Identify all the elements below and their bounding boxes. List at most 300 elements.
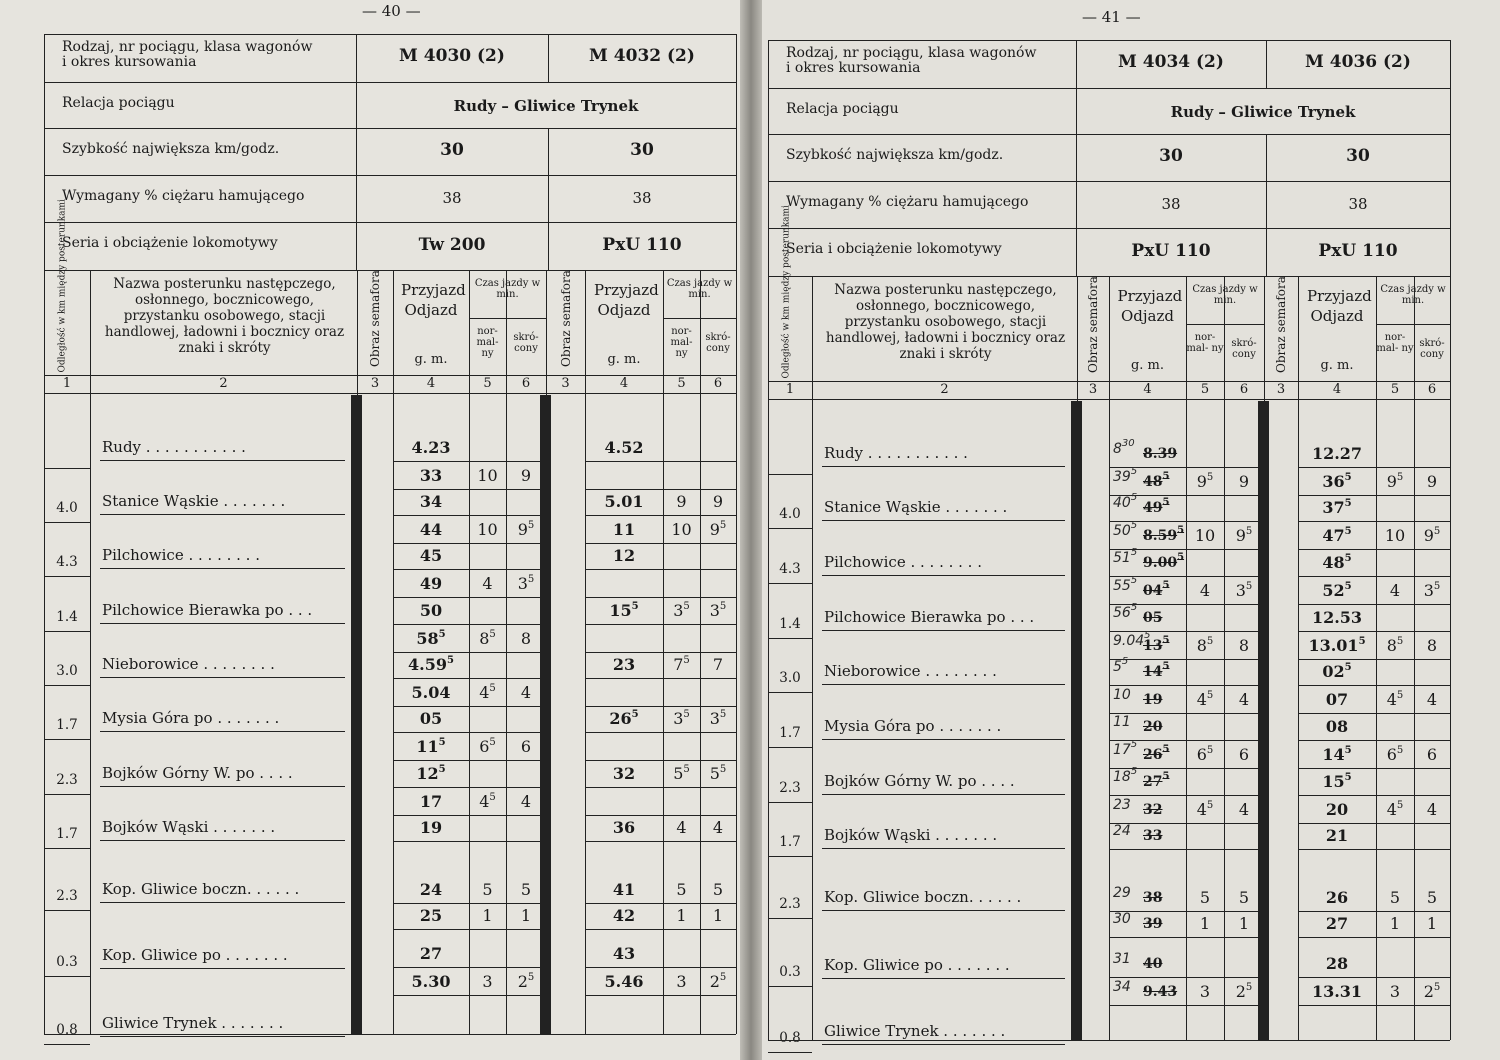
time-rule xyxy=(1109,795,1264,796)
printed-time-struck: $13^5$ xyxy=(1143,635,1170,654)
station-name: Kop. Gliwice boczn. . . . . . xyxy=(102,880,300,898)
col-divider xyxy=(585,270,586,393)
runtime-short: $3^5$ xyxy=(709,601,727,620)
runtime-normal: 10 xyxy=(477,520,498,539)
time-rule xyxy=(393,967,546,968)
time-rule xyxy=(393,515,546,516)
column-number: 5 xyxy=(1390,382,1400,397)
station-underline xyxy=(822,575,1065,576)
distance-rule xyxy=(44,976,90,977)
handwritten-correction: 10 xyxy=(1113,687,1131,703)
handwritten-correction: $39^5$ xyxy=(1113,466,1138,485)
short-header: skró- cony xyxy=(705,332,731,354)
station-underline xyxy=(100,786,345,787)
station-underline xyxy=(100,677,345,678)
departure-time: $58^5$ xyxy=(416,629,446,648)
departure-time: 17 xyxy=(419,792,443,811)
runtime-header: Czas jazdy w min. xyxy=(666,278,733,300)
runtime-normal: 5 xyxy=(1199,888,1211,907)
station-underline xyxy=(100,968,345,969)
runtime-normal: $8^5$ xyxy=(479,629,496,648)
printed-time-struck: 9.00$^5$ xyxy=(1143,552,1185,571)
handwritten-correction: $18^5$ xyxy=(1113,766,1138,785)
col-number-rule xyxy=(44,393,736,394)
departure-time: 4.59$^5$ xyxy=(408,655,454,674)
station-header: Nazwa posterunku następczego, osłonnego, bocznicowego, przystanku osobowego, stacji handlowej, ładowni i bocznicy oraz znaki i skróty xyxy=(825,282,1066,362)
station-name: Kop. Gliwice boczn. . . . . . xyxy=(824,888,1022,906)
runtime-short: 1 xyxy=(520,906,532,925)
station-name: Bojków Wąski . . . . . . . xyxy=(824,826,998,844)
handwritten-correction: $8^{30}$ xyxy=(1113,438,1135,457)
runtime-normal: 1 xyxy=(1199,914,1211,933)
station-name: Rudy . . . . . . . . . . . xyxy=(824,444,968,462)
runtime-short: 1 xyxy=(1238,914,1250,933)
departure-time: 19 xyxy=(419,818,443,837)
header-rule xyxy=(768,134,1450,135)
runtime-normal: $8^5$ xyxy=(1386,636,1404,655)
runtime-normal: 3 xyxy=(1199,982,1211,1001)
runtime-short: 5 xyxy=(1238,888,1250,907)
semaphore-bar xyxy=(540,395,551,1034)
header-rule xyxy=(768,181,1450,182)
departure-time: 27 xyxy=(419,944,443,963)
relation-value: Rudy – Gliwice Trynek xyxy=(453,97,639,115)
column-number: 6 xyxy=(713,376,723,391)
runtime-short: $5^5$ xyxy=(709,764,727,783)
runtime-short: 9 xyxy=(1238,472,1250,491)
time-rule xyxy=(585,967,736,968)
distance-header: Odległość w km między posterunkami xyxy=(57,199,68,373)
time-rule xyxy=(1298,1005,1450,1006)
time-rule xyxy=(1109,849,1264,850)
short-header: skró- cony xyxy=(1231,338,1257,360)
runtime-short: 5 xyxy=(712,880,724,899)
departure-time: 07 xyxy=(1325,690,1349,709)
semaphore-header: Obraz semafora xyxy=(558,270,573,367)
time-rule xyxy=(1298,631,1450,632)
departure-time: 13.31 xyxy=(1311,982,1363,1001)
departure-time: 08 xyxy=(1325,717,1349,736)
time-rule xyxy=(1298,521,1450,522)
station-name: Bojków Górny W. po . . . . xyxy=(102,764,293,782)
runtime-normal: $4^5$ xyxy=(1386,800,1404,819)
runtime-normal: 9 xyxy=(676,492,687,511)
distance-rule xyxy=(768,528,812,529)
distance-rule xyxy=(44,576,90,577)
short-header: skró- cony xyxy=(513,332,539,354)
column-number: 4 xyxy=(1143,382,1152,397)
runtime-short: 8 xyxy=(1426,636,1438,655)
semaphore-header: Obraz semafora xyxy=(1274,276,1288,373)
printed-time-struck: 19 xyxy=(1143,692,1163,708)
loco-value: PxU 110 xyxy=(602,235,682,255)
handwritten-correction: $40^5$ xyxy=(1113,492,1138,511)
header-label: Seria i obciążenie lokomotywy xyxy=(786,241,1002,257)
runtime-normal: $7^5$ xyxy=(673,655,690,674)
departure-time: 28 xyxy=(1325,954,1349,973)
col-divider xyxy=(90,270,91,393)
departure-time: 21 xyxy=(1325,826,1349,845)
runtime-rule xyxy=(469,318,546,319)
col-divider xyxy=(393,270,394,393)
station-distance: 0.3 xyxy=(779,964,801,980)
time-rule xyxy=(1109,685,1264,686)
station-underline xyxy=(100,568,345,569)
station-underline xyxy=(822,848,1065,849)
printed-time-struck: $14^5$ xyxy=(1143,661,1170,680)
departure-time: 5.30 xyxy=(411,972,451,991)
runtime-normal: $4^5$ xyxy=(479,683,496,702)
runtime-short: $9^5$ xyxy=(1423,526,1441,545)
departure-time: $14^5$ xyxy=(1322,745,1352,764)
departure-time: 05 xyxy=(419,709,443,728)
gm-header: g. m. xyxy=(414,352,448,367)
station-name: Rudy . . . . . . . . . . . xyxy=(102,438,246,456)
time-rule xyxy=(393,787,546,788)
station-name: Mysia Góra po . . . . . . . xyxy=(824,717,1002,735)
column-number: 1 xyxy=(785,382,795,397)
handwritten-correction: $56^5$ xyxy=(1113,602,1138,621)
time-rule xyxy=(1109,1005,1264,1006)
col-divider xyxy=(357,270,358,393)
column-number: 1 xyxy=(62,376,72,391)
departure-time: 50 xyxy=(419,601,443,620)
semaphore-bar xyxy=(1071,401,1082,1040)
station-distance: 1.4 xyxy=(779,616,801,632)
header-label: Wymagany % ciężaru hamującego xyxy=(62,188,305,204)
time-rule xyxy=(393,995,546,996)
train-number: M 4036 (2) xyxy=(1305,52,1411,72)
handwritten-correction: $55^5$ xyxy=(1113,575,1138,594)
station-distance: 4.3 xyxy=(779,561,801,577)
time-rule xyxy=(393,815,546,816)
runtime-short: 4 xyxy=(712,818,724,837)
runtime-short: 5 xyxy=(520,880,532,899)
station-underline xyxy=(822,684,1065,685)
train-number: M 4034 (2) xyxy=(1118,52,1224,72)
column-number: 5 xyxy=(483,376,492,391)
departure-time: $26^5$ xyxy=(609,709,639,728)
runtime-short: 8 xyxy=(520,629,532,648)
header-rule xyxy=(44,34,736,35)
station-distance: 0.8 xyxy=(779,1030,801,1046)
printed-time-struck: $48^5$ xyxy=(1143,471,1170,490)
runtime-rule xyxy=(1376,324,1450,325)
runtime-short: 4 xyxy=(1426,800,1438,819)
time-rule xyxy=(585,841,736,842)
printed-time-struck: 9.43 xyxy=(1143,984,1178,1000)
column-number: 3 xyxy=(561,376,570,391)
normal-header: nor- mal- ny xyxy=(476,326,499,359)
station-name: Nieborowice . . . . . . . . xyxy=(824,662,997,680)
header-label: Relacja pociągu xyxy=(62,95,175,111)
header-label: Szybkość największa km/godz. xyxy=(62,141,280,157)
departure-time: 36 xyxy=(612,818,636,837)
time-rule xyxy=(393,652,546,653)
departure-time: $15^5$ xyxy=(1322,772,1352,791)
printed-time-struck: 32 xyxy=(1143,802,1163,818)
printed-time-struck: $27^5$ xyxy=(1143,771,1170,790)
table-right-border xyxy=(1450,40,1451,1040)
station-name: Pilchowice . . . . . . . . xyxy=(824,553,982,571)
train-number: M 4032 (2) xyxy=(589,46,695,66)
runtime-short: $9^5$ xyxy=(1235,526,1253,545)
handwritten-correction: $51^5$ xyxy=(1113,547,1138,566)
time-rule xyxy=(1298,740,1450,741)
station-name: Bojków Górny W. po . . . . xyxy=(824,772,1015,790)
brake-value: 38 xyxy=(1348,195,1368,213)
runtime-short: 1 xyxy=(712,906,724,925)
runtime-short: 4 xyxy=(520,683,532,702)
column-number: 4 xyxy=(619,376,629,391)
runtime-normal: $5^5$ xyxy=(673,764,690,783)
station-underline xyxy=(100,514,345,515)
runtime-short: 5 xyxy=(1426,888,1438,907)
time-rule xyxy=(393,569,546,570)
handwritten-correction: 34 xyxy=(1113,979,1131,995)
gm-header: g. m. xyxy=(1320,358,1354,373)
station-name: Gliwice Trynek . . . . . . . xyxy=(824,1022,1006,1040)
printed-time-struck: 05 xyxy=(1143,610,1163,626)
station-underline xyxy=(822,466,1065,467)
runtime-normal: 4 xyxy=(1199,581,1211,600)
station-underline xyxy=(100,1036,345,1037)
relation-value: Rudy – Gliwice Trynek xyxy=(1170,103,1356,121)
runtime-short: $2^5$ xyxy=(1235,982,1253,1001)
column-number: 5 xyxy=(677,376,686,391)
column-number: 6 xyxy=(1239,382,1249,397)
time-rule xyxy=(585,624,736,625)
printed-time-struck: 38 xyxy=(1143,890,1163,906)
time-rule xyxy=(585,678,736,679)
time-rule xyxy=(1109,631,1264,632)
runtime-short: 8 xyxy=(1238,636,1250,655)
short-header: skró- cony xyxy=(1419,338,1445,360)
departure-time: 12.27 xyxy=(1311,444,1363,463)
station-distance: 0.8 xyxy=(56,1022,78,1038)
station-distance: 1.7 xyxy=(56,717,78,733)
book-gutter xyxy=(740,0,762,1060)
runtime-short: $9^5$ xyxy=(517,520,535,539)
departure-time: 24 xyxy=(419,880,443,899)
departure-time: 4.52 xyxy=(604,438,644,457)
departure-time: 5.46 xyxy=(604,972,644,991)
runtime-normal: $4^5$ xyxy=(1196,800,1214,819)
header-rule xyxy=(44,270,736,271)
runtime-normal: $4^5$ xyxy=(1196,690,1214,709)
header-rule xyxy=(768,228,1450,229)
time-rule xyxy=(585,652,736,653)
arrdep-header: Przyjazd Odjazd xyxy=(594,281,659,319)
departure-time: 23 xyxy=(612,655,636,674)
station-underline xyxy=(100,623,345,624)
speed-value: 30 xyxy=(440,140,464,160)
header-rule xyxy=(44,82,736,83)
handwritten-correction: $50^5$ xyxy=(1113,520,1138,539)
runtime-header: Czas jazdy w min. xyxy=(474,278,541,300)
header-label: Szybkość największa km/godz. xyxy=(786,147,1004,163)
normal-header: nor- mal- ny xyxy=(1186,332,1224,354)
departure-time: $15^5$ xyxy=(609,601,639,620)
header-rule xyxy=(768,88,1450,89)
station-name: Stanice Wąskie . . . . . . . xyxy=(824,498,1008,516)
time-rule xyxy=(1109,713,1264,714)
station-distance: 3.0 xyxy=(56,663,78,679)
runtime-normal: 10 xyxy=(671,520,692,539)
time-rule xyxy=(1298,495,1450,496)
column-number: 5 xyxy=(1200,382,1210,397)
time-rule xyxy=(393,706,546,707)
runtime-normal: 4 xyxy=(482,574,493,593)
departure-time: 5.04 xyxy=(411,683,451,702)
page-41 xyxy=(752,0,1500,1060)
time-rule xyxy=(585,543,736,544)
loco-value: Tw 200 xyxy=(418,235,486,255)
time-rule xyxy=(1298,713,1450,714)
departure-time: 33 xyxy=(419,466,443,485)
time-rule xyxy=(393,903,546,904)
station-distance: 2.3 xyxy=(56,888,78,904)
station-distance: 2.3 xyxy=(779,780,801,796)
station-underline xyxy=(100,840,345,841)
distance-rule xyxy=(768,583,812,584)
handwritten-correction: $5^5$ xyxy=(1113,656,1129,675)
header-rule xyxy=(44,128,736,129)
distance-rule xyxy=(768,802,812,803)
page-40 xyxy=(0,0,748,1060)
time-rule xyxy=(1298,795,1450,796)
distance-rule xyxy=(44,1044,90,1045)
time-rule xyxy=(393,732,546,733)
runtime-short: 4 xyxy=(1238,800,1250,819)
speed-value: 30 xyxy=(1159,146,1183,166)
runtime-normal: 4 xyxy=(676,818,687,837)
station-underline xyxy=(822,978,1065,979)
departure-time: 42 xyxy=(612,906,636,925)
time-rule xyxy=(585,815,736,816)
runtime-short: 6 xyxy=(1426,745,1438,764)
table-left-border xyxy=(44,34,45,1034)
departure-time: 41 xyxy=(612,880,636,899)
printed-time-struck: $04^5$ xyxy=(1143,580,1170,599)
header-label: Relacja pociągu xyxy=(786,101,899,117)
header-label: Rodzaj, nr pociągu, klasa wagonów i okres kursowania xyxy=(62,39,313,70)
runtime-short: 4 xyxy=(1238,690,1250,709)
time-rule xyxy=(585,787,736,788)
runtime-header: Czas jazdy w min. xyxy=(1380,284,1446,306)
distance-rule xyxy=(768,474,812,475)
time-rule xyxy=(1298,576,1450,577)
station-name: Pilchowice Bierawka po . . . xyxy=(102,601,313,619)
station-distance: 2.3 xyxy=(779,896,801,912)
runtime-short: 1 xyxy=(1426,914,1438,933)
time-rule xyxy=(1109,911,1264,912)
time-rule xyxy=(585,569,736,570)
station-distance: 3.0 xyxy=(779,670,801,686)
time-rule xyxy=(1298,604,1450,605)
runtime-normal: 3 xyxy=(482,972,493,991)
semaphore-header: Obraz semafora xyxy=(368,270,382,367)
col-divider xyxy=(812,276,813,399)
time-rule xyxy=(393,461,546,462)
time-rule xyxy=(585,461,736,462)
time-rule xyxy=(1298,977,1450,978)
runtime-header: Czas jazdy w min. xyxy=(1192,284,1258,306)
time-rule xyxy=(585,706,736,707)
runtime-short: $3^5$ xyxy=(1423,581,1441,600)
distance-rule xyxy=(44,468,90,469)
runtime-normal: 1 xyxy=(482,906,493,925)
runtime-short: $3^5$ xyxy=(517,574,535,593)
runtime-short: 4 xyxy=(520,792,532,811)
column-number: 3 xyxy=(1088,382,1098,397)
table-bottom-rule xyxy=(768,1040,1450,1041)
time-rule xyxy=(393,543,546,544)
runtime-normal: 3 xyxy=(676,972,687,991)
runtime-normal: $4^5$ xyxy=(1386,690,1404,709)
table-left-border xyxy=(768,40,769,1040)
time-rule xyxy=(1109,659,1264,660)
time-rule xyxy=(393,678,546,679)
semaphore-bar xyxy=(1258,401,1269,1040)
station-distance: 4.3 xyxy=(56,554,78,570)
station-name: Mysia Góra po . . . . . . . xyxy=(102,709,280,727)
departure-time: 12.53 xyxy=(1311,608,1363,627)
normal-header: nor- mal- ny xyxy=(1376,332,1414,354)
runtime-short: $3^5$ xyxy=(709,709,727,728)
arrdep-header: Przyjazd Odjazd xyxy=(401,281,466,319)
normal-header: nor- mal- ny xyxy=(670,326,693,359)
station-distance: 2.3 xyxy=(56,772,78,788)
col-divider xyxy=(1109,276,1110,399)
runtime-normal: 5 xyxy=(482,880,493,899)
printed-time-struck: 33 xyxy=(1143,828,1163,844)
runtime-normal: $9^5$ xyxy=(1386,472,1404,491)
departure-time: 12 xyxy=(612,546,636,565)
handwritten-correction: $17^5$ xyxy=(1113,739,1138,758)
time-rule xyxy=(1298,685,1450,686)
time-rule xyxy=(585,597,736,598)
handwritten-correction: 30 xyxy=(1113,911,1131,927)
runtime-normal: 1 xyxy=(1389,914,1401,933)
speed-value: 30 xyxy=(1346,146,1370,166)
col-divider xyxy=(812,399,813,1040)
departure-time: 45 xyxy=(419,546,443,565)
departure-time: $11^5$ xyxy=(416,737,446,756)
header-label: Seria i obciążenie lokomotywy xyxy=(62,235,278,251)
runtime-short: $2^5$ xyxy=(517,972,535,991)
table-bottom-rule xyxy=(44,1034,736,1035)
time-rule xyxy=(393,597,546,598)
station-underline xyxy=(100,460,345,461)
station-underline xyxy=(822,630,1065,631)
runtime-short: 4 xyxy=(1426,690,1438,709)
col-divider xyxy=(1298,276,1299,399)
time-rule xyxy=(1298,659,1450,660)
time-rule xyxy=(393,489,546,490)
departure-time: 5.01 xyxy=(604,492,644,511)
station-name: Pilchowice . . . . . . . . xyxy=(102,546,260,564)
runtime-short: 6 xyxy=(1238,745,1250,764)
runtime-normal: $3^5$ xyxy=(673,709,690,728)
departure-time: $47^5$ xyxy=(1322,526,1352,545)
station-name: Stanice Wąskie . . . . . . . xyxy=(102,492,286,510)
printed-time-struck: $26^5$ xyxy=(1143,744,1170,763)
station-underline xyxy=(822,1044,1065,1045)
departure-time: 34 xyxy=(419,492,443,511)
departure-time: 27 xyxy=(1325,914,1349,933)
time-rule xyxy=(1109,937,1264,938)
